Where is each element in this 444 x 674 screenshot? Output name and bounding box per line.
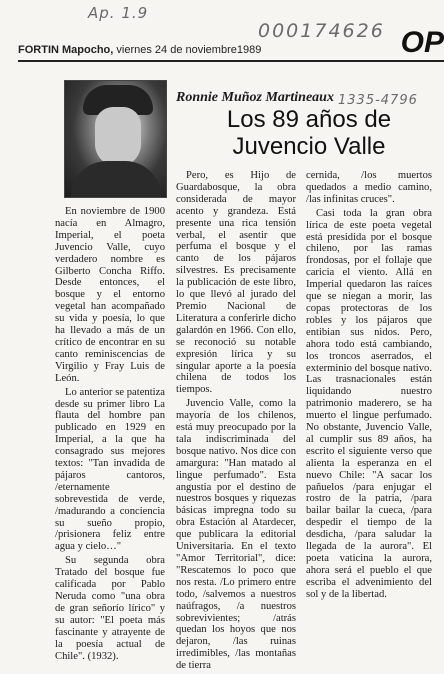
article-column-1 (55, 206, 165, 664)
paragraph: cernida, /los muertos quedados a medio camino, /las infinitas cruces". (306, 170, 432, 205)
header-rule (18, 60, 444, 62)
newspaper-name: FORTIN Mapocho, (18, 44, 114, 56)
article-column-3 (306, 170, 432, 603)
handwritten-top-note: Ap. 1.9 (88, 4, 149, 22)
handwritten-register-number: 000174626 (258, 20, 385, 42)
paragraph: En noviembre de 1900 nacía en Almagro, Imperial, el poeta Juvencio Valle, cuyo verdadero nombre es Gilberto Concha Riffo. Desde entonces, el bosque y el entorno vegetal han acompañado su vida y poesía, lo que ha llevado a más de un crítico de encontrar en su canto reminiscencias de Virgilio y Fray Luis de León. (55, 206, 165, 384)
headline-line-2: Juvencio Valle (232, 133, 386, 160)
headline-line-1: Los 89 años de (226, 106, 392, 133)
paragraph: Juvencio Valle, como la mayoría de los chilenos, está muy preocupado por la tala indiscriminada del bosque nativo. Nos dice con amargura: "Han matado al lingue perfumado". Esta angustia por el destino de nuestros bosques y riquezas básicas impregna todo su obra Estación al Atardecer, que publicara la editorial Universitaria. En el texto "Amor Territorial", dice: "Rescatemos lo poco que nos resta. /Lo primero entre todo, /salvemos a nuestros naúfragos, /a nuestros sobrevivientes; /atrás quedan los hoyos que nos dejaron, /las ruinas irredimibles, /las montañas de tierra (176, 398, 296, 672)
author-byline: Ronnie Muñoz Martineaux (176, 90, 334, 105)
publication-date: viernes 24 de noviembre1989 (116, 44, 262, 56)
paragraph: Su segunda obra Tratado del bosque fue calificada por Pablo Neruda como "una obra de gran señorío lírico" y su autor: "El poeta más fascinante y atrayente de la poesía actual de Chile". (1932). (55, 555, 165, 662)
author-photo (64, 80, 167, 198)
section-label: OP (400, 26, 444, 59)
handwritten-margin-note: 1335-4796 (338, 93, 418, 108)
article-column-2 (176, 170, 296, 674)
paragraph: Casi toda la gran obra lírica de este poeta vegetal está presidida por el bosque chileno, por las ramas frondosas, por el follaje que caricia el viento. Allá en Imperial quedaron las raíces que se niegan a morir, las copas protectoras de los robles y los pájaros que entibian sus nidos. Pero, ahora todo está cambiando, los troncos aserrados, el exterminio del bosque nativo. Las trasnacionales están liquidando nuestro patrimonio maderero, se ha muerto el lingue perfumado. No obstante, Juvencio Valle, al cumplir sus 89 años, ha escrito el siguiente verso que alienta la esperanza en el nuevo Chile: "A sacar los pañuelos /para enjugar el rostro de la patria, /para bailar bailar la cueca, /para despedir el tiempo de la desdicha, /para saludar la llegada de la aurora". El poeta vaticina la aurora, ahora será el pueblo el que escriba el advenimiento del sol y de la libertad. (306, 207, 432, 600)
paragraph: Pero, es Hijo de Guardabosque, la obra considerada de mayor acento y grandeza. Está presente una rica tensión verbal, el asentir que perfuma el bosque y el canto de los pájaros silvestres. Es precisamente la publicación de este libro, lo que llevó al jurado del Premio Nacional de Literatura a conferirle dicho galardón en 1966. Con ello, se reconoció su notable expresión lírica y su singular aporte a la poesía chilena de todos los tiempos. (176, 170, 296, 396)
paragraph: Lo anterior se patentiza desde su primer libro La flauta del hombre pan publicado en 1929 en Imperial, a la que ha consagrado sus mejores textos: "Tan invadida de pájaros cantoros, /eternamente sobrevestida de verde, /madurando a conciencia su sueño propio, /prisionera feliz entre agua y cielo…" (55, 386, 165, 553)
masthead (18, 44, 261, 56)
headline (188, 106, 430, 160)
